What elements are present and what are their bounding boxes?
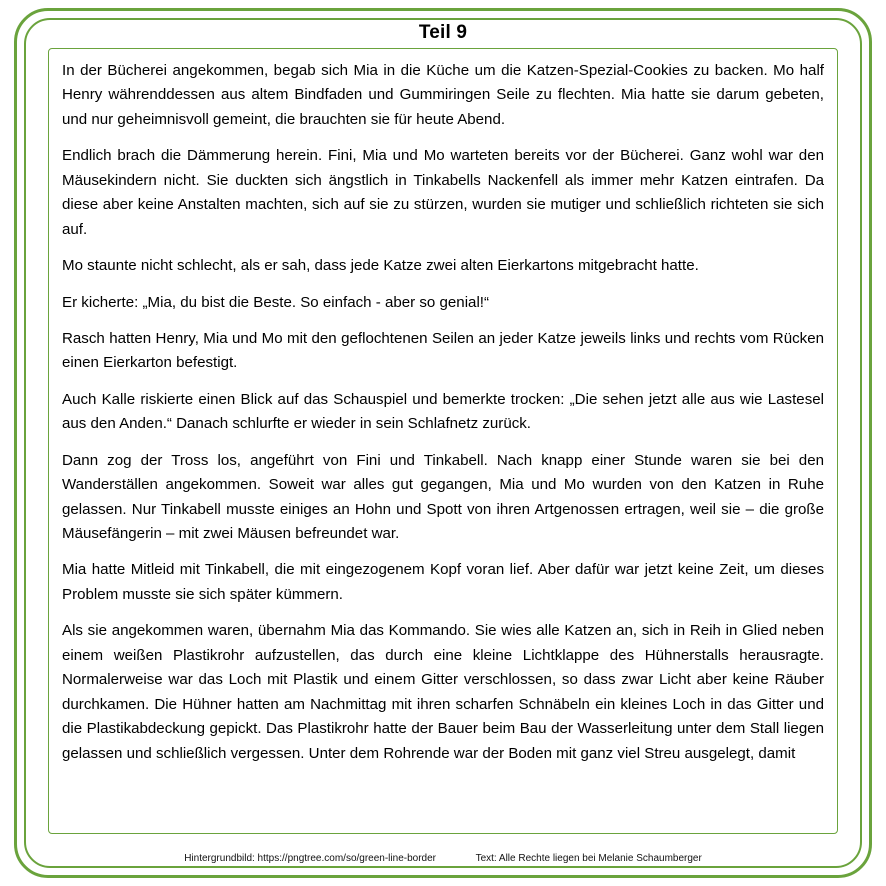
- paragraph: Endlich brach die Dämmerung herein. Fini, Mia und Mo warteten bereits vor der Bücherei. Ganz wohl war den Mäusekindern nicht. Sie duckten sich ängstlich in Tinkabells Nackenfell als immer mehr Katzen eintrafen. Da diese aber keine Anstalten machten, sich auf sie zu stürzen, wurden sie mutiger und schließlich richteten sie sich auf.: [62, 147, 824, 238]
- paragraph: Rasch hatten Henry, Mia und Mo mit den geflochtenen Seilen an jeder Katze jeweils links und rechts vom Rücken einen Eierkarton befestigt.: [62, 329, 824, 372]
- paragraph: Mo staunte nicht schlecht, als er sah, dass jede Katze zwei alten Eierkartons mitgebracht hatte.: [62, 257, 699, 275]
- paragraph: Er kicherte: „Mia, du bist die Beste. So einfach - aber so genial!“: [62, 293, 490, 311]
- paragraph: Als sie angekommen waren, übernahm Mia das Kommando. Sie wies alle Katzen an, sich in Reih in Glied neben einem weißen Plastikrohr aufzustellen, das durch eine kleine Lichtklappe des Hühnerstalls herausragte. Normalerweise war das Loch mit Plastik und einem Gitter verschlossen, so dass zwar Licht aber keine Räuber durchkamen. Die Hühner hatten am Nachmittag mit ihren scharfen Schnäbeln ein kleines Loch in das Gitter und die Plastikabdeckung gepickt. Das Plastikrohr hatte der Bauer beim Bau der Wasserleitung unter dem Stall liegen gelassen und schließlich vergessen. Unter dem Rohrende war der Boden mit ganz viel Streu ausgelegt, damit: [62, 622, 824, 762]
- footer-credits: [0, 853, 886, 864]
- paragraph: Auch Kalle riskierte einen Blick auf das Schauspiel und bemerkte trocken: „Die sehen jetzt alle aus wie Lastesel aus den Anden.“ Danach schlurfte er wieder in sein Schlafnetz zurück.: [62, 390, 824, 433]
- paragraph: Dann zog der Tross los, angeführt von Fini und Tinkabell. Nach knapp einer Stunde waren sie bei den Wanderställen angekommen. Soweit war alles gut gegangen, Mia und Mo wurden von den Katzen in Ruhe gelassen. Nur Tinkabell musste einiges an Hohn und Spott von ihren Artgenossen ertragen, weil sie – die große Mäusefängerin – mit zwei Mäusen befreundet war.: [62, 451, 824, 542]
- footer-image-credit: Hintergrundbild: https://pngtree.com/so/green-line-border: [184, 853, 436, 864]
- paragraph: In der Bücherei angekommen, begab sich Mia in die Küche um die Katzen-Spezial-Cookies zu backen. Mo half Henry währenddessen aus altem Bindfaden und Gummiringen Seile zu flechten. Mia hatte sie darum gebeten, und nur geheimnisvoll gemeint, die brauchten sie für heute Abend.: [62, 62, 824, 128]
- page-title: Teil 9: [418, 22, 468, 43]
- paragraph: Mia hatte Mitleid mit Tinkabell, die mit eingezogenem Kopf voran lief. Aber dafür war jetzt keine Zeit, um dieses Problem musste sie sich später kümmern.: [62, 561, 824, 603]
- story-text-box: [48, 48, 838, 834]
- footer-text-credit: Text: Alle Rechte liegen bei Melanie Schaumberger: [475, 853, 702, 864]
